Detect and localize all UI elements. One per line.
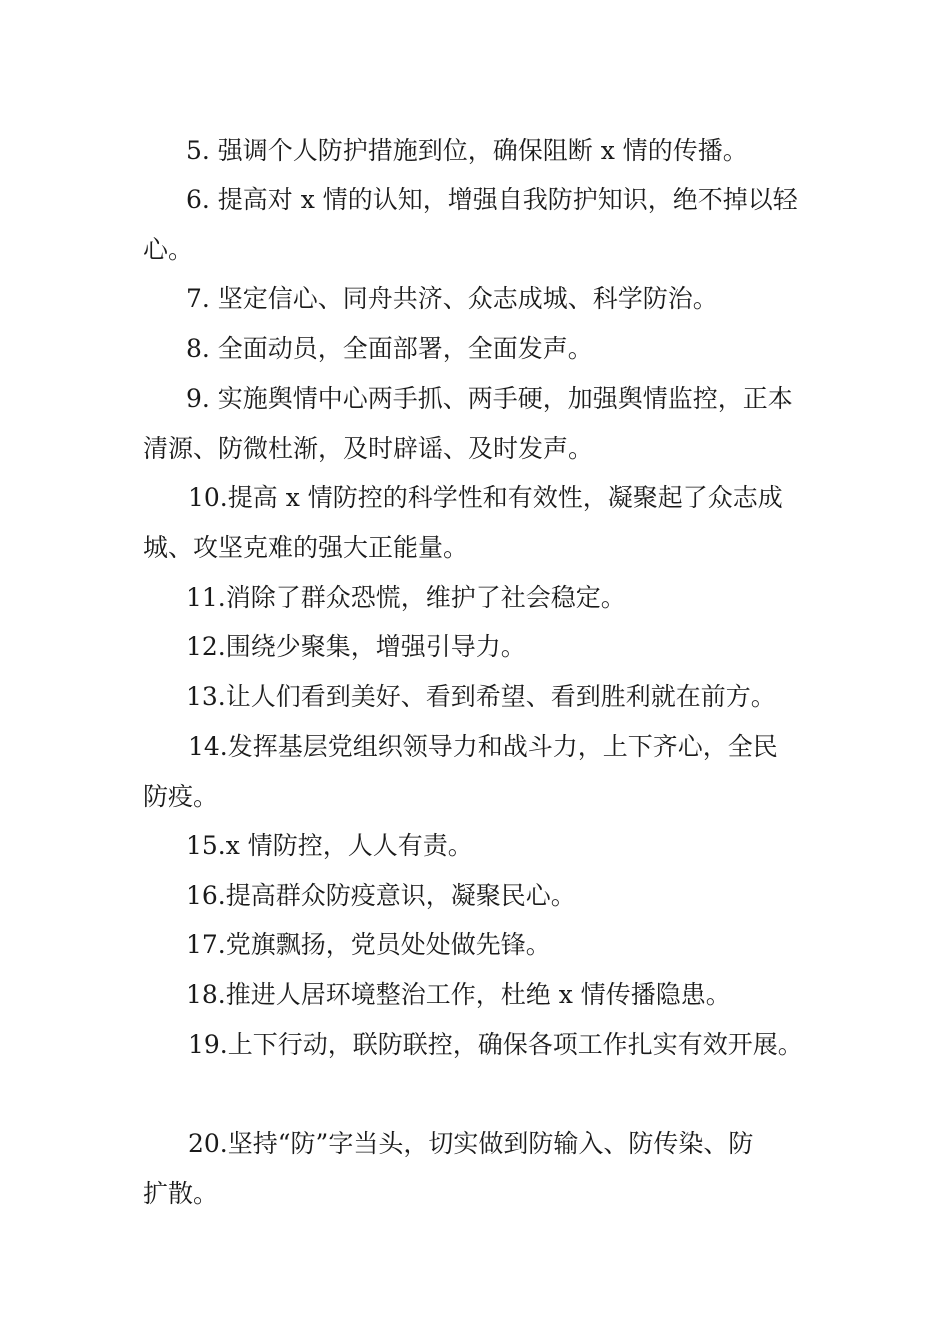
item-line: 7. 坚定信心、同舟共济、众志成城、科学防治。 <box>186 284 718 313</box>
item-line: 10.提高 x 情防控的科学性和有效性，凝聚起了众志成 <box>188 483 783 512</box>
item-line: 11.消除了群众恐慌，维护了社会稳定。 <box>186 583 626 612</box>
item-line: 扩散。 <box>143 1179 219 1208</box>
item-line: 8. 全面动员，全面部署，全面发声。 <box>186 334 593 363</box>
item-line: 心。 <box>143 235 194 264</box>
item-line: 13.让人们看到美好、看到希望、看到胜利就在前方。 <box>186 682 776 711</box>
item-line: 20.坚持“防”字当头，切实做到防输入、防传染、防 <box>188 1129 754 1158</box>
item-line: 9. 实施舆情中心两手抓、两手硬，加强舆情监控，正本 <box>186 384 793 413</box>
item-line: 防疫。 <box>143 782 219 811</box>
item-line: 19.上下行动，联防联控，确保各项工作扎实有效开展。 <box>188 1030 803 1059</box>
item-line: 15.x 情防控，人人有责。 <box>186 831 473 860</box>
item-line: 6. 提高对 x 情的认知，增强自我防护知识，绝不掉以轻 <box>186 185 798 214</box>
item-line: 清源、防微杜渐，及时辟谣、及时发声。 <box>143 434 594 463</box>
item-line: 16.提高群众防疫意识，凝聚民心。 <box>186 881 576 910</box>
item-line: 18.推进人居环境整治工作，杜绝 x 情传播隐患。 <box>186 980 731 1009</box>
item-line: 12.围绕少聚集，增强引导力。 <box>186 632 526 661</box>
item-line: 17.党旗飘扬，党员处处做先锋。 <box>186 930 551 959</box>
item-line: 城、攻坚克难的强大正能量。 <box>143 533 469 562</box>
item-line: 5. 强调个人防护措施到位，确保阻断 x 情的传播。 <box>186 136 748 165</box>
item-line: 14.发挥基层党组织领导力和战斗力，上下齐心，全民 <box>188 732 778 761</box>
